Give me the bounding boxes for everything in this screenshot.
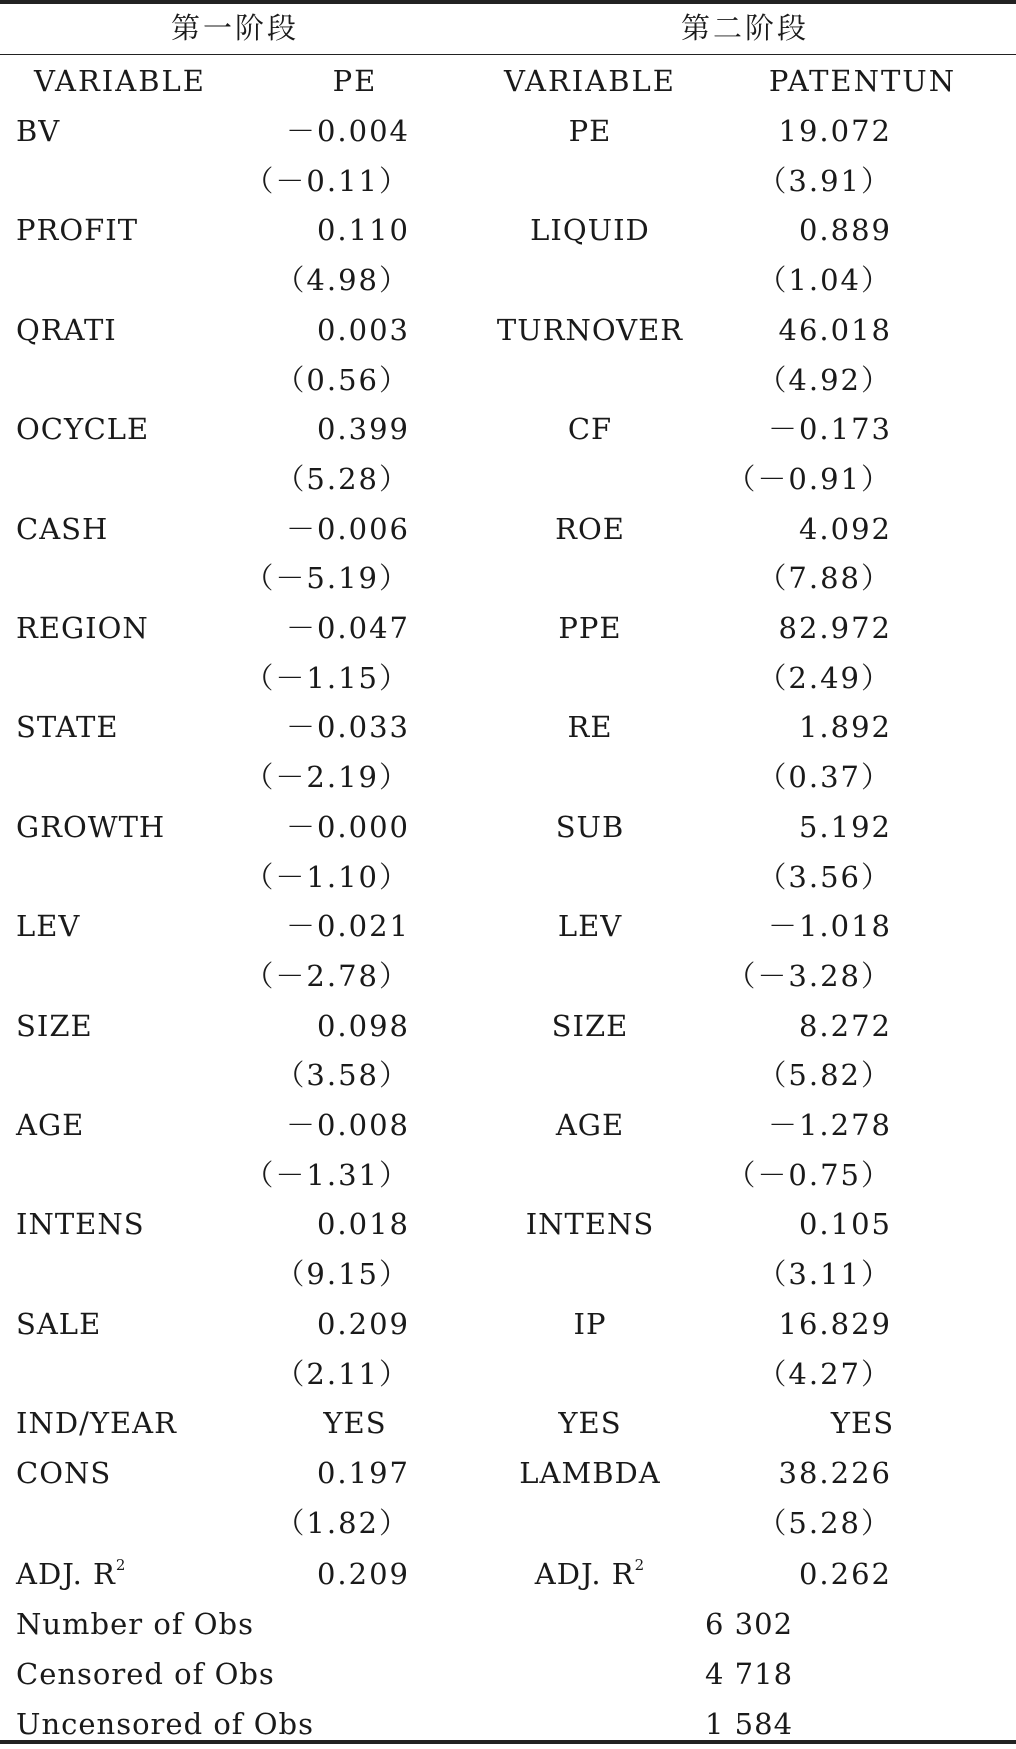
coef-stage2: －0.173	[767, 412, 892, 447]
col-patentun: PATENTUN	[768, 64, 957, 98]
coef-stage1: （－5.19）	[244, 561, 410, 596]
variable-name-2	[480, 156, 700, 206]
coef-stage2: （3.91）	[757, 163, 892, 198]
variable-name-1: BV	[16, 114, 61, 148]
variable-name-2	[480, 1498, 700, 1548]
coef-stage2: （3.56）	[757, 859, 892, 894]
variable-name-1: REGION	[16, 611, 149, 645]
variable-name-1: SALE	[16, 1306, 102, 1341]
col-pe: PE	[332, 64, 378, 98]
footer-row-censored	[0, 1649, 1016, 1699]
coef-stage1: －0.000	[285, 809, 410, 844]
table-row	[0, 1299, 1016, 1349]
coef-stage2: －1.278	[767, 1108, 892, 1142]
coef-stage1: （5.28）	[275, 461, 410, 496]
coef-stage2: －1.018	[767, 909, 892, 944]
coef-stage2: 46.018	[778, 312, 892, 347]
variable-name-1: PROFIT	[16, 213, 139, 248]
coef-stage1: －0.033	[285, 710, 410, 745]
coef-stage2: （3.11）	[757, 1257, 892, 1292]
variable-name-2: SUB	[555, 809, 625, 844]
variable-name-2	[480, 1150, 700, 1200]
variable-name-2: SIZE	[551, 1008, 629, 1043]
coef-stage1: （2.11）	[275, 1356, 410, 1391]
coef-stage2: 5.192	[798, 809, 892, 844]
coef-stage1: （－0.11）	[244, 163, 410, 198]
table-row	[0, 1249, 1016, 1299]
variable-name-2	[480, 553, 700, 603]
table-row	[0, 702, 1016, 752]
variable-name-2	[480, 1349, 700, 1399]
variable-name-1: CONS	[16, 1455, 112, 1490]
coef-stage1: 0.197	[316, 1455, 410, 1490]
coef-stage1: 0.110	[316, 213, 410, 248]
coef-stage2: （2.49）	[757, 660, 892, 695]
footer-value: 4 718	[705, 1657, 794, 1691]
footer-label: Number of Obs	[16, 1607, 254, 1641]
variable-name-2	[480, 454, 700, 504]
coef-stage2: （－0.75）	[726, 1157, 892, 1192]
variable-name-1: QRATI	[16, 312, 117, 347]
variable-name-2	[480, 1050, 700, 1100]
table-row	[0, 1349, 1016, 1399]
table-row	[0, 1498, 1016, 1548]
table-row	[0, 1150, 1016, 1200]
column-header-row	[0, 56, 1016, 106]
coef-stage1: 0.209	[316, 1306, 410, 1341]
stage1-header: 第一阶段	[170, 11, 299, 45]
coef-stage2: 19.072	[778, 114, 892, 148]
variable-name-2: INTENS	[525, 1207, 655, 1242]
coef-stage1: （1.82）	[275, 1505, 410, 1540]
variable-name-1: IND/YEAR	[16, 1406, 177, 1441]
coef-stage2: （5.28）	[757, 1505, 892, 1540]
variable-name-1: LEV	[16, 909, 81, 944]
variable-name-1: AGE	[16, 1108, 85, 1142]
coef-stage2: 8.272	[798, 1008, 892, 1043]
coef-stage2: 0.889	[798, 213, 892, 248]
coef-stage1: －0.047	[285, 611, 410, 645]
coef-stage2: YES	[830, 1406, 895, 1441]
coef-stage2: （7.88）	[757, 561, 892, 596]
variable-name-2: IP	[573, 1306, 607, 1341]
table-row	[0, 1398, 1016, 1448]
table-row	[0, 752, 1016, 802]
table-row	[0, 305, 1016, 355]
variable-name-2: YES	[558, 1406, 622, 1441]
stage2-header: 第二阶段	[680, 11, 809, 45]
variable-name-2	[480, 951, 700, 1001]
adj-r2-label-2: ADJ. $R^2$	[534, 1556, 646, 1591]
variable-name-2: AGE	[555, 1108, 625, 1142]
adj-r2-label-1: ADJ. $R^2$	[16, 1556, 127, 1591]
variable-name-2	[480, 355, 700, 405]
coef-stage2: 38.226	[778, 1455, 892, 1490]
coef-stage1: －0.004	[285, 114, 410, 148]
table-row	[0, 255, 1016, 305]
coef-stage2: （5.82）	[757, 1058, 892, 1093]
coef-stage1: （3.58）	[275, 1058, 410, 1093]
coef-stage1: YES	[323, 1406, 387, 1441]
coef-stage1: 0.018	[316, 1207, 410, 1242]
coef-stage2: 82.972	[778, 611, 892, 645]
coef-stage2: （－3.28）	[726, 958, 892, 993]
table-row	[0, 653, 1016, 703]
coef-stage1: －0.006	[285, 511, 410, 546]
footer-row-uncensored	[0, 1699, 1016, 1749]
table-row	[0, 1050, 1016, 1100]
variable-name-2	[480, 852, 700, 902]
table-row	[0, 901, 1016, 951]
header-rule	[0, 54, 1016, 55]
coef-stage2: 0.105	[798, 1207, 892, 1242]
coef-stage1: （－1.15）	[244, 660, 410, 695]
table-row	[0, 1448, 1016, 1498]
variable-name-2: CF	[567, 412, 613, 447]
variable-name-2: LEV	[557, 909, 623, 944]
table-row	[0, 454, 1016, 504]
variable-name-2	[480, 1249, 700, 1299]
variable-name-2: LAMBDA	[519, 1455, 661, 1490]
coef-stage2: 1.892	[798, 710, 892, 745]
table-row	[0, 504, 1016, 554]
variable-name-2	[480, 752, 700, 802]
adj-r2-value-2: 0.262	[798, 1557, 892, 1591]
footer-row-obs	[0, 1599, 1016, 1649]
table-row	[0, 1100, 1016, 1150]
coef-stage1: －0.008	[285, 1108, 410, 1142]
table-row	[0, 951, 1016, 1001]
table-row	[0, 205, 1016, 255]
table-row	[0, 1199, 1016, 1249]
coef-stage2: 16.829	[778, 1306, 892, 1341]
variable-name-1: SIZE	[16, 1008, 93, 1043]
variable-name-1: INTENS	[16, 1207, 145, 1242]
variable-name-1: OCYCLE	[16, 412, 150, 447]
variable-name-2	[480, 255, 700, 305]
table-row	[0, 553, 1016, 603]
variable-name-2: LIQUID	[530, 213, 650, 248]
coef-stage2: （4.27）	[757, 1356, 892, 1391]
variable-name-1: CASH	[16, 511, 109, 546]
variable-name-1: GROWTH	[16, 809, 166, 844]
coef-stage1: （－2.78）	[244, 958, 410, 993]
variable-name-1: STATE	[16, 710, 119, 745]
table-row	[0, 106, 1016, 156]
coef-stage1: －0.021	[285, 909, 410, 944]
table-row	[0, 1001, 1016, 1051]
coef-stage1: 0.098	[316, 1008, 410, 1043]
coef-stage1: （0.56）	[275, 362, 410, 397]
footer-value: 1 584	[705, 1707, 794, 1741]
coef-stage1: 0.003	[316, 312, 410, 347]
table-row	[0, 355, 1016, 405]
col-variable-2: VARIABLE	[504, 64, 676, 98]
variable-name-2: PPE	[558, 611, 622, 645]
table-row	[0, 156, 1016, 206]
table-row	[0, 852, 1016, 902]
coef-stage2: （0.37）	[757, 760, 892, 795]
coef-stage1: （－2.19）	[244, 760, 410, 795]
coef-stage1: （－1.10）	[244, 859, 410, 894]
coef-stage1: （4.98）	[275, 263, 410, 298]
variable-name-2: RE	[567, 710, 613, 745]
footer-label: Uncensored of Obs	[16, 1707, 314, 1741]
coef-stage2: （4.92）	[757, 362, 892, 397]
adj-r2-value-1: 0.209	[316, 1557, 410, 1591]
coef-stage1: （－1.31）	[244, 1157, 410, 1192]
variable-name-2: TURNOVER	[496, 312, 684, 347]
table-row	[0, 603, 1016, 653]
adj-r2-row	[0, 1549, 1016, 1599]
coef-stage1: （9.15）	[275, 1257, 410, 1292]
footer-label: Censored of Obs	[16, 1657, 275, 1691]
coef-stage2: （1.04）	[757, 263, 892, 298]
variable-name-2	[480, 653, 700, 703]
coef-stage2: （－0.91）	[726, 461, 892, 496]
variable-name-2: ROE	[555, 511, 625, 546]
col-variable-1: VARIABLE	[34, 64, 206, 98]
coef-stage1: 0.399	[316, 412, 410, 447]
coef-stage2: 4.092	[798, 511, 892, 546]
table-row	[0, 802, 1016, 852]
variable-name-2: PE	[568, 114, 612, 148]
footer-value: 6 302	[705, 1607, 794, 1641]
table-row	[0, 404, 1016, 454]
